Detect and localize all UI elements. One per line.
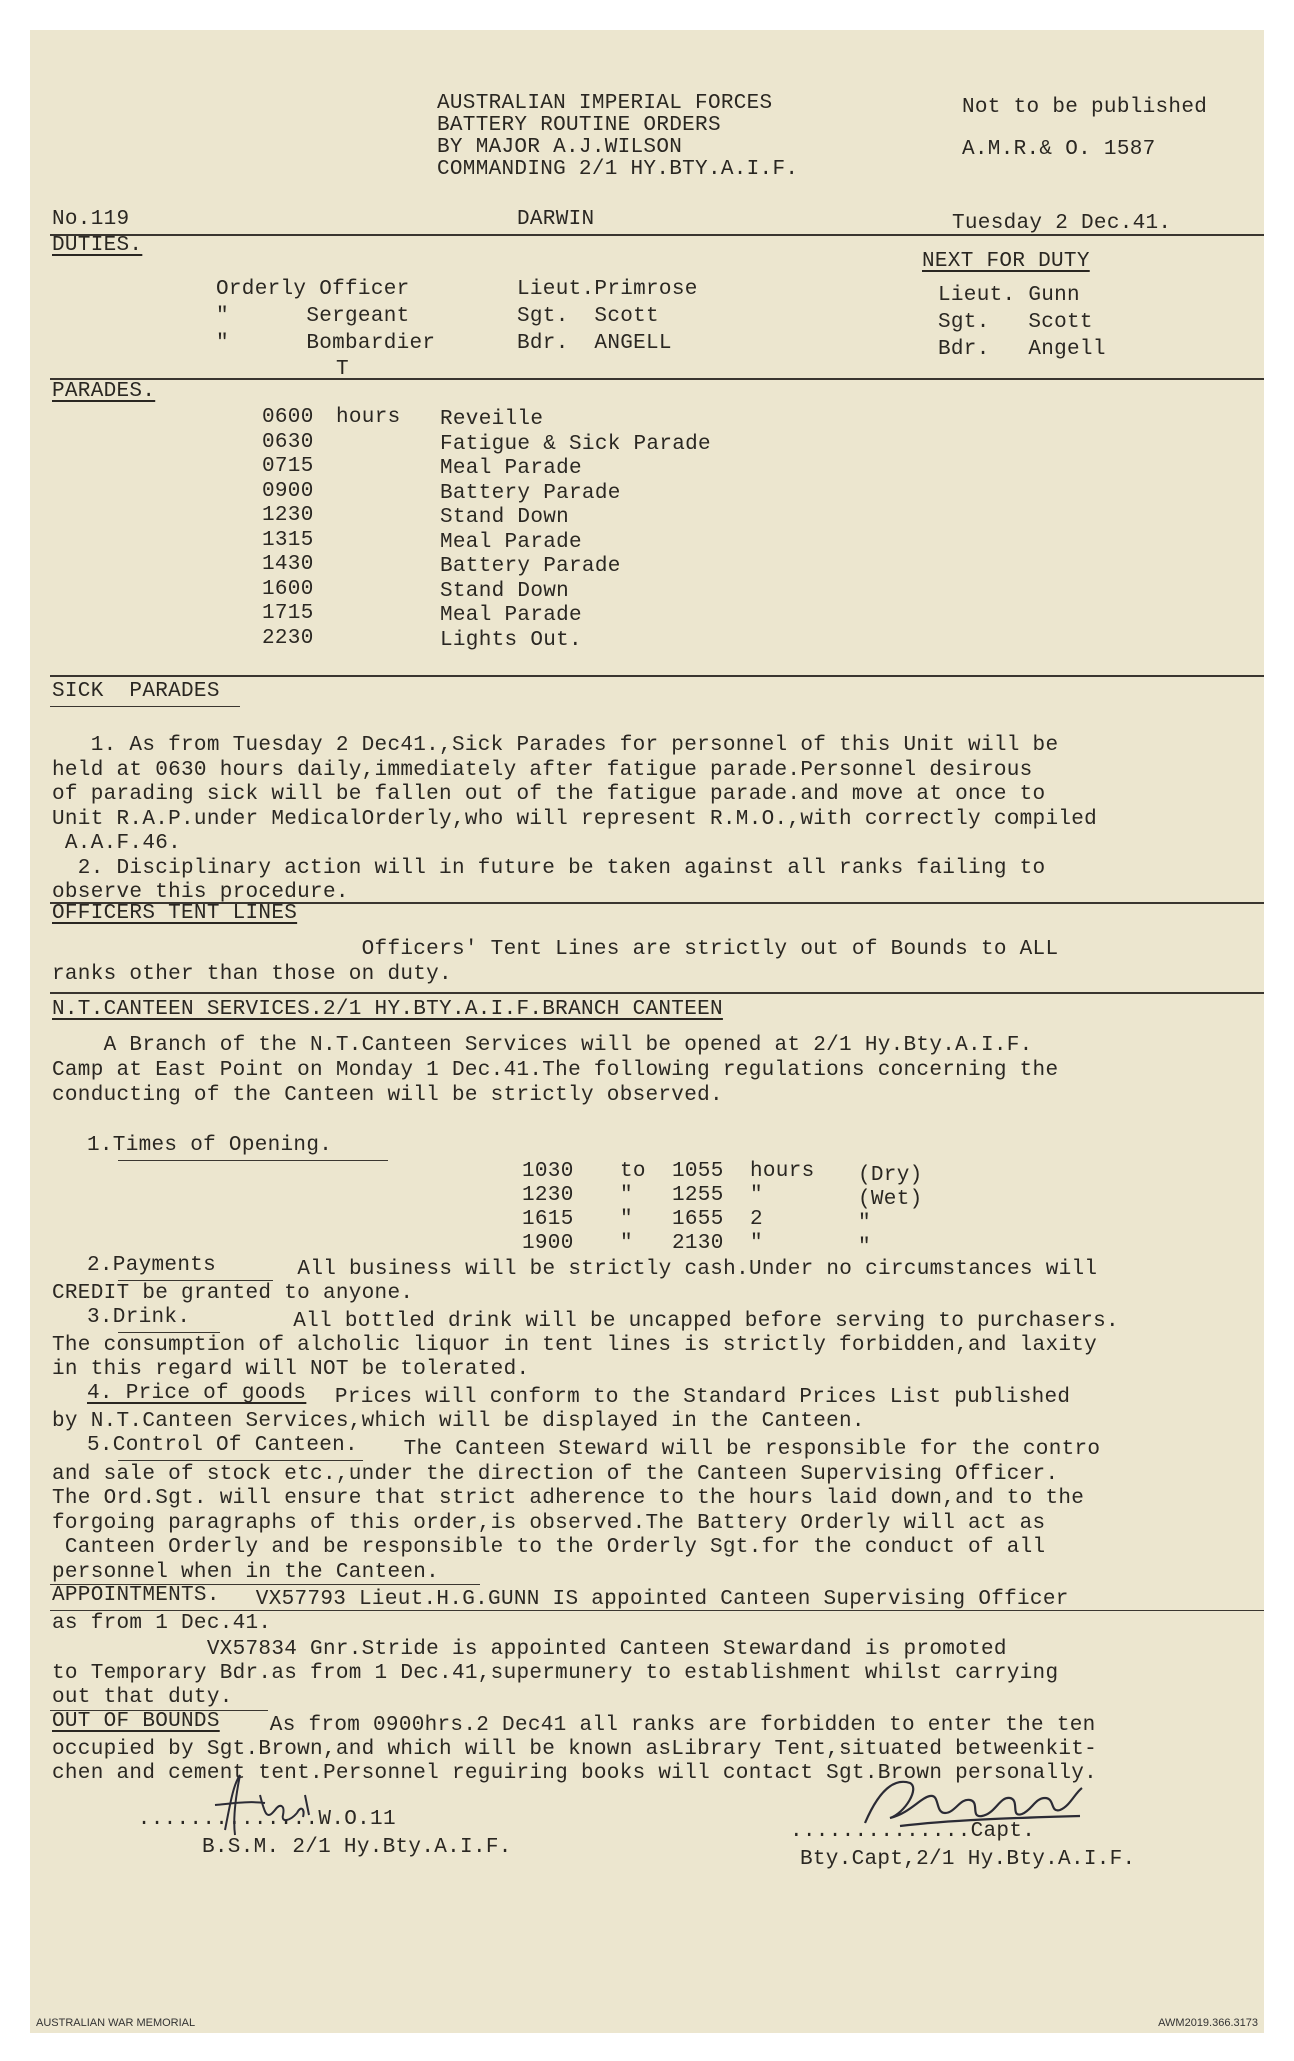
time-close: 1055 (672, 1160, 724, 1183)
paragraph-line: Canteen Orderly and be responsible to the Orderly Sgt.for the conduct of all (52, 1536, 1046, 1559)
duty-current: Sgt. Scott (517, 305, 659, 328)
paragraph-line: forgoing paragraphs of this order,is observed.The Battery Orderly will act as (52, 1511, 1046, 1535)
time-close: 2130 (672, 1232, 724, 1255)
paragraph-line: The Ord.Sgt. will ensure that strict adherence to the hours laid down,and to the (52, 1487, 1085, 1510)
parade-event: Stand Down (440, 506, 570, 529)
time-unit: 2 (750, 1208, 763, 1231)
paragraph-line: occupied by Sgt.Brown,and which will be known asLibrary Tent,situated betweenkit- (52, 1738, 1098, 1761)
paragraph-line: VX57834 Gnr.Stride is appointed Canteen Stewardand is promoted (52, 1638, 1007, 1661)
time-open: 1230 (522, 1184, 574, 1207)
footer-accession-number: AWM2019.366.3173 (1158, 2017, 1258, 2029)
time-note: (Dry) (858, 1164, 923, 1187)
paragraph-line: 2. Disciplinary action will in future be taken against all ranks failing to (52, 856, 1046, 880)
parade-time: 1230 (262, 504, 314, 527)
heading-underline (118, 1160, 388, 1161)
time-separator: to (620, 1160, 646, 1183)
left-handwritten-signature (205, 1765, 325, 1845)
officers-tent-lines-heading: OFFICERS TENT LINES (52, 902, 298, 925)
duty-next: Lieut. Gunn (938, 284, 1080, 307)
right-signature-line: ..............Capt. (790, 1820, 1036, 1843)
order-date: Tuesday 2 Dec.41. (952, 212, 1172, 235)
heading-underline (118, 1460, 363, 1461)
paragraph-line: A.A.F.46. (52, 832, 182, 855)
price-of-goods-heading: 4. Price of goods (87, 1382, 307, 1405)
time-note: (Wet) (858, 1188, 923, 1211)
parade-event: Battery Parade (440, 555, 621, 578)
parade-event: Battery Parade (440, 481, 621, 505)
paragraph-line: Camp at East Point on Monday 1 Dec.41.The following regulations concerning the (52, 1059, 1059, 1082)
times-of-opening-heading: 1.Times of Opening. (87, 1134, 333, 1157)
footer-source: AUSTRALIAN WAR MEMORIAL (36, 2017, 196, 2029)
parade-unit: hours (336, 406, 401, 429)
duty-next: Bdr. Angell (938, 338, 1106, 361)
paragraph-line: The consumption of alcholic liquor in tent lines is strictly forbidden,and laxity (52, 1334, 1098, 1357)
stray-character: T (336, 358, 349, 381)
time-note: " (858, 1236, 871, 1259)
paragraph-line: VX57793 Lieut.H.G.GUNN IS appointed Canteen Supervising Officer (230, 1588, 1069, 1611)
sick-parades-heading: SICK PARADES (52, 680, 220, 703)
parades-heading: PARADES. (52, 380, 156, 403)
parade-time: 1600 (262, 577, 314, 601)
title-line: BY MAJOR A.J.WILSON (437, 136, 683, 159)
duty-current: Bdr. ANGELL (517, 332, 672, 355)
duty-role: " Sergeant (216, 305, 410, 328)
title-line: AUSTRALIAN IMPERIAL FORCES (437, 92, 773, 115)
title-line: COMMANDING 2/1 HY.BTY.A.I.F. (437, 158, 799, 181)
paragraph-line: The Canteen Steward will be responsible for the contro (352, 1438, 1101, 1461)
time-open: 1030 (522, 1160, 574, 1183)
paragraph-line: conducting of the Canteen will be strictly observed. (52, 1084, 723, 1107)
left-signature-title: B.S.M. 2/1 Hy.Bty.A.I.F. (202, 1836, 512, 1859)
parade-event: Fatigue & Sick Parade (440, 432, 711, 456)
right-signature-title: Bty.Capt,2/1 Hy.Bty.A.I.F. (800, 1848, 1136, 1871)
payments-heading: 2.Payments (87, 1254, 217, 1277)
heading-underline (50, 706, 240, 707)
drink-heading: 3.Drink. (87, 1306, 191, 1329)
parade-time: 1430 (262, 553, 314, 576)
time-unit: " (750, 1184, 763, 1207)
order-place: DARWIN (517, 208, 595, 231)
appointments-heading: APPOINTMENTS. (52, 1584, 220, 1607)
parade-time: 1315 (262, 528, 314, 552)
parade-time: 0715 (262, 455, 314, 478)
paragraph-line: held at 0630 hours daily,immediately after fatigue parade.Personnel desirous (52, 758, 1033, 782)
section-rule (50, 675, 1264, 677)
left-signature-line: ..............W.O.11 (112, 1808, 396, 1831)
order-number: No.119 (52, 208, 130, 231)
right-handwritten-signature (850, 1768, 1090, 1838)
amr-reference: A.M.R.& O. 1587 (962, 138, 1156, 161)
paragraph-line: 1. As from Tuesday 2 Dec41.,Sick Parades for personnel of this Unit will be (52, 734, 1059, 757)
duty-role: " Bombardier (216, 332, 436, 355)
parade-time: 1715 (262, 602, 314, 625)
paragraph-line: and sale of stock etc.,under the direction of the Canteen Supervising Officer. (52, 1462, 1059, 1486)
paragraph-line: All business will be strictly cash.Under no circumstances will (220, 1258, 1098, 1281)
title-line: BATTERY ROUTINE ORDERS (437, 114, 721, 137)
time-separator: " (620, 1232, 633, 1255)
duty-role: Orderly Officer (216, 278, 410, 301)
time-note: " (858, 1212, 871, 1235)
parade-event: Lights Out. (440, 628, 582, 652)
section-rule (50, 992, 1264, 994)
parade-event: Meal Parade (440, 530, 582, 554)
parade-event: Stand Down (440, 579, 570, 603)
out-of-bounds-heading: OUT OF BOUNDS (52, 1710, 220, 1733)
time-close: 1255 (672, 1184, 724, 1207)
canteen-heading: N.T.CANTEEN SERVICES.2/1 HY.BTY.A.I.F.BRANCH CANTEEN (52, 998, 723, 1021)
control-of-canteen-heading: 5.Control Of Canteen. (87, 1434, 358, 1457)
paragraph-line: Officers' Tent Lines are strictly out of Bounds to ALL (52, 938, 1059, 961)
paragraph-line: ranks other than those on duty. (52, 963, 452, 986)
paragraph-line: Unit R.A.P.under MedicalOrderly,who will represent R.M.O.,with correctly compiled (52, 807, 1098, 831)
paragraph-line: of parading sick will be fallen out of the fatigue parade.and move at once to (52, 783, 1046, 806)
parade-event: Reveille (440, 408, 544, 431)
parade-time: 2230 (262, 626, 314, 650)
paragraph-line: As from 0900hrs.2 Dec41 all ranks are forbidden to enter the ten (244, 1714, 1096, 1737)
parade-event: Meal Parade (440, 604, 582, 627)
not-published-notice: Not to be published (962, 96, 1208, 119)
section-rule (50, 378, 1264, 380)
duties-heading: DUTIES. (52, 234, 143, 257)
time-open: 1615 (522, 1208, 574, 1231)
paragraph-line: out that duty. (52, 1686, 233, 1709)
time-unit: " (750, 1232, 763, 1255)
duty-next: Sgt. Scott (938, 311, 1093, 334)
paragraph-line: as from 1 Dec.41. (52, 1612, 272, 1635)
paragraph-line: All bottled drink will be uncapped before serving to purchasers. (190, 1310, 1119, 1333)
duty-current: Lieut.Primrose (517, 278, 698, 301)
parade-event: Meal Parade (440, 457, 582, 480)
paragraph-line: observe this procedure. (52, 881, 349, 904)
time-separator: " (620, 1208, 633, 1231)
paragraph-line: CREDIT be granted to anyone. (52, 1282, 414, 1305)
time-close: 1655 (672, 1208, 724, 1231)
time-unit: hours (750, 1160, 815, 1183)
paragraph-line: to Temporary Bdr.as from 1 Dec.41,supermunery to establishment whilst carrying (52, 1662, 1059, 1685)
section-rule (50, 234, 1264, 236)
time-separator: " (620, 1184, 633, 1207)
paragraph-line: A Branch of the N.T.Canteen Services will be opened at 2/1 Hy.Bty.A.I.F. (52, 1034, 1033, 1057)
document-sheet (30, 30, 1264, 2033)
paragraph-line: by N.T.Canteen Services,which will be displayed in the Canteen. (52, 1410, 865, 1433)
time-open: 1900 (522, 1232, 574, 1255)
parade-time: 0900 (262, 479, 314, 503)
paragraph-line: chen and cement tent.Personnel reguiring books will contact Sgt.Brown personally. (52, 1762, 1098, 1785)
parade-time: 0600 (262, 406, 314, 429)
parade-time: 0630 (262, 430, 314, 454)
paragraph-line: personnel when in the Canteen. (52, 1560, 440, 1584)
paragraph-line: Prices will conform to the Standard Prices List published (322, 1386, 1071, 1409)
paragraph-line: in this regard will NOT be tolerated. (52, 1358, 530, 1381)
next-for-duty-heading: NEXT FOR DUTY (922, 250, 1090, 273)
